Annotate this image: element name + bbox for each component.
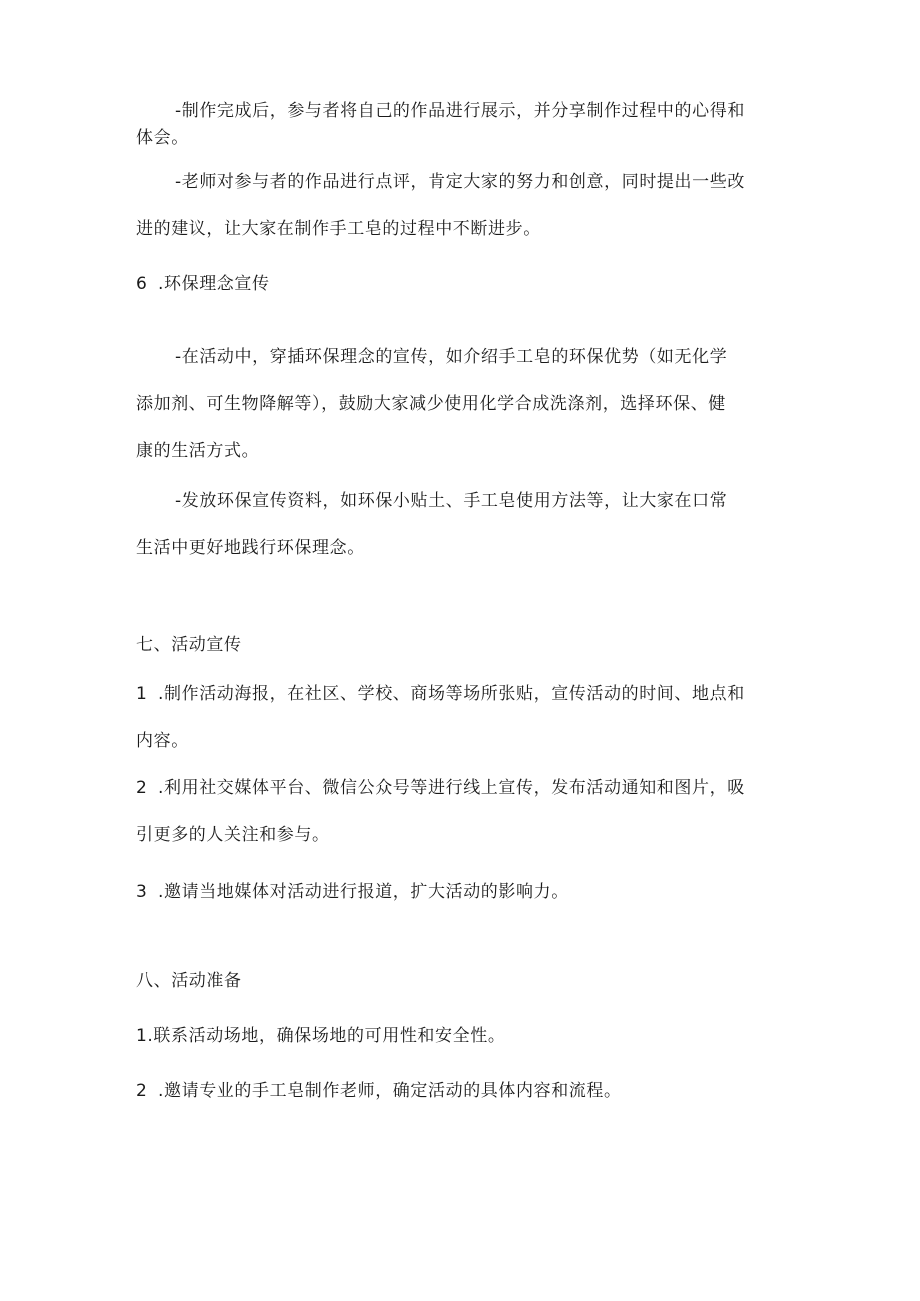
chapter-heading-8: 八、活动准备 [136,971,242,991]
paragraph-line: 进的建议，让大家在制作手工皂的过程中不断进步。 [136,219,541,239]
paragraph-line: -老师对参与者的作品进行点评，肯定大家的努力和创意，同时提出一些改 [175,172,745,192]
list-item-continuation: 引更多的人关注和参与。 [136,825,330,845]
list-item [136,683,745,705]
item-text: .邀请专业的手工皂制作老师，确定活动的具体内容和流程。 [158,1081,622,1101]
paragraph-line: -发放环保宣传资料，如环保小贴土、手工皂使用方法等，让大家在口常 [175,491,728,511]
item-number: 3 [136,882,148,902]
section-heading-6 [136,273,270,295]
section-title: .环保理念宣传 [158,274,270,294]
section-number: 6 [136,274,148,294]
item-text: .利用社交媒体平台、微信公众号等进行线上宣传，发布活动通知和图片，吸 [158,778,745,798]
item-text: .制作活动海报，在社区、学校、商场等场所张贴，宣传活动的时间、地点和 [158,684,745,704]
paragraph-line: -制作完成后，参与者将自己的作品进行展示，并分享制作过程中的心得和 [175,101,745,121]
list-item [136,1080,622,1102]
item-number: 2 [136,778,148,798]
item-text: .邀请当地媒体对活动进行报道，扩大活动的影响力。 [158,882,569,902]
chapter-heading-7: 七、活动宣传 [136,635,242,655]
item-number: 2 [136,1081,148,1101]
list-item-continuation: 内容。 [136,731,189,751]
item-number: 1 [136,684,148,704]
list-item: 1.联系活动场地，确保场地的可用性和安全性。 [136,1026,506,1046]
list-item [136,777,745,799]
paragraph-line: 体会。 [136,128,189,148]
paragraph-line: -在活动中，穿插环保理念的宣传，如介绍手工皂的环保优势（如无化学 [175,347,728,367]
paragraph-line: 添加剂、可生物降解等），鼓励大家减少使用化学合成洗涤剂，选择环保、健 [136,394,726,414]
paragraph-line: 生活中更好地践行环保理念。 [136,538,365,558]
list-item [136,881,569,903]
paragraph-line: 康的生活方式。 [136,441,260,461]
